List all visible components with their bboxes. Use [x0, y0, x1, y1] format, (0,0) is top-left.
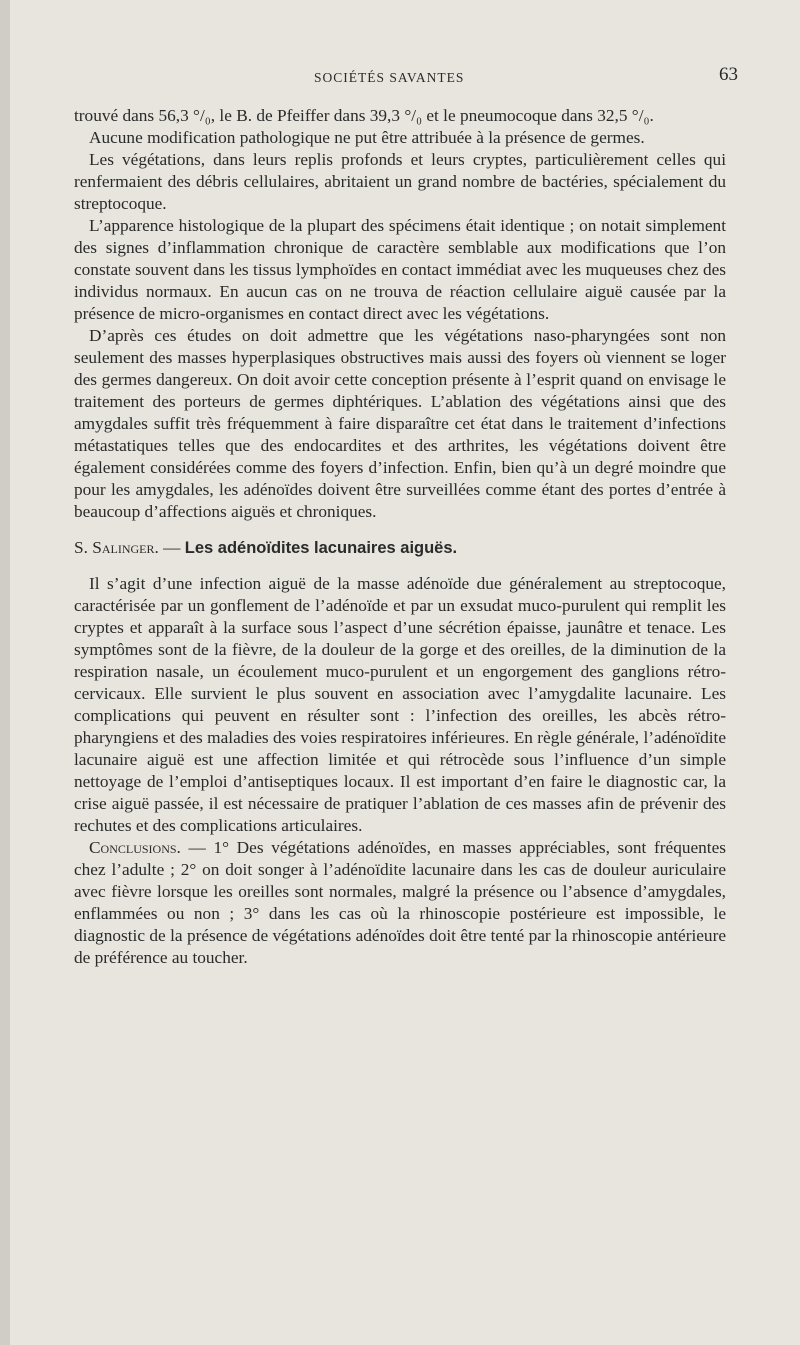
running-head: SOCIÉTÉS SAVANTES	[314, 70, 465, 85]
page-header	[10, 64, 800, 88]
paragraph-7	[74, 837, 726, 969]
page	[10, 0, 800, 1345]
section-heading	[74, 537, 726, 559]
section-title: Les adénoïdites lacunaires aiguës.	[184, 539, 458, 557]
paragraph-4: L’apparence histologique de la plupart des spécimens était identique ; on notait simplement des signes d’inflammation chronique de caractère semblable aux modifications que l’on constate souvent dans les tissus lymphoïdes en contact immédiat avec les muqueuses chez des individus normaux. En aucun cas on ne trouva de réaction cellulaire aiguë causée par la présence de micro-organismes en contact direct avec les végétations.	[74, 216, 726, 323]
section-author: S. Salinger.	[74, 538, 159, 557]
paragraph-6: Il s’agit d’une infection aiguë de la masse adénoïde due généralement au streptocoque, caractérisée par un gonflement de l’adénoïde et par un exsudat muco-purulent qui remplit les cryptes et apparaît à la surface sous l’aspect d’une sécrétion épaisse, jaunâtre et tenace. Les symptômes sont de la fièvre, de la douleur de la gorge et des oreilles, de la diminution de la respiration nasale, un écoulement muco-purulent et un engorgement des ganglions rétro-cervicaux. Elle survient le plus souvent en association avec l’amygdalite lacunaire. Les complications qui peuvent en résulter sont : l’infection des oreilles, les abcès rétro-pharyngiens et des maladies des voies respiratoires inférieures. En règle générale, l’adénoïdite lacunaire aiguë est une affection limitée et qui rétrocède sous l’influence d’un simple nettoyage de l’emploi d’antiseptiques locaux. Il est important d’en faire le diagnostic car, la crise aiguë passée, il est nécessaire de pratiquer l’ablation de ces masses afin de prévenir des rechutes et des complications articulaires.	[74, 574, 726, 835]
paragraph-3: Les végétations, dans leurs replis profonds et leurs cryptes, particulièrement celles qui renfermaient des débris cellulaires, abritaient un grand nombre de bactéries, spécialement du streptocoque.	[74, 150, 726, 213]
page-number: 63	[719, 64, 738, 85]
conclusions-label: Conclusions.	[89, 838, 181, 857]
body-text	[74, 105, 726, 969]
conclusions-text: — 1° Des végétations adénoïdes, en masses appréciables, sont fréquentes chez l’adulte ; 2° on doit songer à l’adénoïdite lacunaire dans les cas de douleur auriculaire avec fièvre lorsque les oreilles sont normales, malgré la présence ou l’absence d’amygdales, enflammées ou non ; 3° dans les cas où la rhinoscopie postérieure est impossible, le diagnostic de la présence de végétations adénoïdes doit être tenté par la rhinoscopie antérieure de préférence au toucher.	[74, 838, 726, 967]
paragraph-2: Aucune modification pathologique ne put être attribuée à la présence de germes.	[89, 128, 645, 147]
paragraph-5: D’après ces études on doit admettre que les végétations naso-pharyngées sont non seulement des masses hyperplasiques obstructives mais aussi des foyers où viennent se loger des germes dangereux. On doit avoir cette conception présente à l’esprit quand on envisage le traitement des porteurs de germes diphtériques. L’ablation des végétations ainsi que des amygdales suffit très fréquemment à faire disparaître cet état dans le traitement d’infections métastatiques telles que des endocardites et des arthrites, les végétations doivent être également considérées comme des foyers d’infection. Enfin, bien qu’à un degré moindre que pour les amygdales, les adénoïdes doivent être surveillées comme étant des portes d’entrée à beaucoup d’affections aiguës et chroniques.	[74, 326, 726, 521]
section-dash: —	[158, 538, 185, 557]
paragraph-1: trouvé dans 56,3 °/₀, le B. de Pfeiffer dans 39,3 °/₀ et le pneumocoque dans 32,5 °/₀.	[74, 106, 654, 125]
